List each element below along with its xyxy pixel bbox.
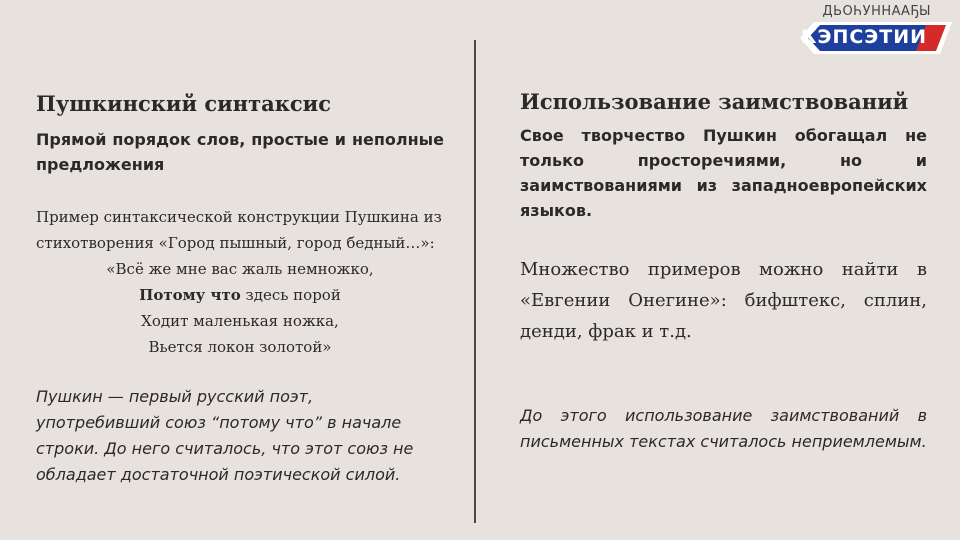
right-title: Использование заимствований <box>520 89 909 114</box>
poem <box>36 256 444 360</box>
left-subtitle: Прямой порядок слов, простые и неполные предложения <box>36 130 444 174</box>
poem-line-1: «Всё же мне вас жаль немножко, <box>106 260 374 278</box>
poem-line-2-rest: здесь порой <box>240 286 341 304</box>
logo <box>790 0 960 60</box>
left-note: Пушкин — первый русский поэт, употребивший союз “потому что” в начале строки. До него считалось, что этот союз не обладает достаточной поэтической силой. <box>36 387 414 484</box>
logo-badge-text: КЭПСЭТИИ <box>800 26 927 48</box>
right-note: До этого использование заимствований в письменных текстах считалось неприемлемым. <box>520 406 927 451</box>
example-intro: Пример синтаксической конструкции Пушкина из стихотворения «Город пышный, город бедный…»: <box>36 208 442 252</box>
poem-line-3: Ходит маленькая ножка, <box>141 312 339 330</box>
right-examples: Множество примеров можно найти в «Евгении Онегине»: бифштекс, сплин, денди, фрак и т.д. <box>520 259 927 342</box>
logo-top-text: ДЬОҺУННААҔЫ <box>822 4 931 19</box>
left-title: Пушкинский синтаксис <box>36 91 332 116</box>
poem-line-2-bold: Потому что <box>139 286 241 304</box>
poem-line-2 <box>36 282 444 308</box>
poem-line-4: Вьется локон золотой» <box>148 338 332 356</box>
right-subtitle: Свое творчество Пушкин обогащал не только просторечиями, но и заимствованиями из западноевропейских языков. <box>520 126 927 220</box>
column-divider <box>474 40 476 523</box>
